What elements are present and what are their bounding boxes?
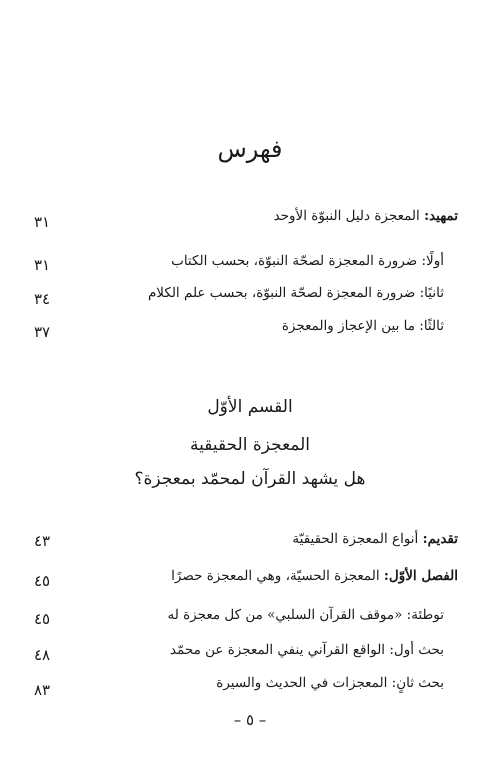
entry-page-number: ٣٤ bbox=[34, 290, 51, 308]
toc-entry-chapter-one[interactable] bbox=[171, 566, 458, 586]
part-label: القسم الأوّل bbox=[207, 397, 293, 417]
toc-entry-second[interactable] bbox=[148, 283, 444, 303]
page-title: فهرس bbox=[217, 135, 283, 163]
toc-entry-study-one[interactable] bbox=[170, 640, 444, 660]
entry-lead: تقديم: bbox=[422, 531, 458, 547]
entry-text: بحث أول: الواقع القرآني ينفي المعجزة عن محمّد bbox=[169, 642, 444, 658]
entry-text: أولًا: ضرورة المعجزة لصحّة النبوّة، بحسب الكتاب bbox=[171, 253, 444, 269]
toc-entry-study-two[interactable] bbox=[216, 673, 444, 693]
toc-entry-first[interactable] bbox=[171, 251, 444, 271]
entry-lead: تمهيد: bbox=[424, 208, 458, 224]
entry-text: توطئة: «موقف القرآن السلبي» من كل معجزة له bbox=[167, 607, 444, 623]
entry-page-number: ٣٧ bbox=[34, 323, 51, 341]
entry-page-number: ٤٥ bbox=[34, 572, 51, 590]
entry-page-number: ٤٣ bbox=[34, 532, 51, 550]
toc-entry-third[interactable] bbox=[282, 316, 444, 336]
entry-page-number: ٤٨ bbox=[34, 646, 51, 664]
entry-text: بحث ثانٍ: المعجزات في الحديث والسيرة bbox=[216, 675, 444, 691]
entry-text: ثالثًا: ما بين الإعجاز والمعجزة bbox=[281, 318, 444, 334]
entry-text: أنواع المعجزة الحقيقيّة bbox=[292, 531, 423, 547]
toc-entry-introduction[interactable] bbox=[167, 605, 444, 625]
entry-page-number: ٨٣ bbox=[34, 681, 51, 699]
page-number-footer: – ٥ – bbox=[233, 711, 267, 729]
part-title: المعجزة الحقيقية bbox=[189, 435, 311, 455]
entry-page-number: ٣١ bbox=[34, 213, 51, 231]
entry-text: ثانيًا: ضرورة المعجزة لصحّة النبوّة، بحسب علم الكلام bbox=[147, 285, 444, 301]
part-question: هل يشهد القرآن لمحمّد بمعجزة؟ bbox=[134, 469, 366, 489]
entry-text: المعجزة دليل النبوّة الأوحد bbox=[273, 208, 425, 224]
entry-page-number: ٤٥ bbox=[34, 610, 51, 628]
toc-entry-preface[interactable] bbox=[292, 529, 458, 549]
toc-entry-intro[interactable] bbox=[274, 206, 458, 226]
entry-page-number: ٣١ bbox=[34, 256, 51, 274]
entry-text: المعجزة الحسيّة، وهي المعجزة حصرًا bbox=[171, 568, 384, 584]
entry-lead: الفصل الأوّل: bbox=[383, 568, 458, 584]
